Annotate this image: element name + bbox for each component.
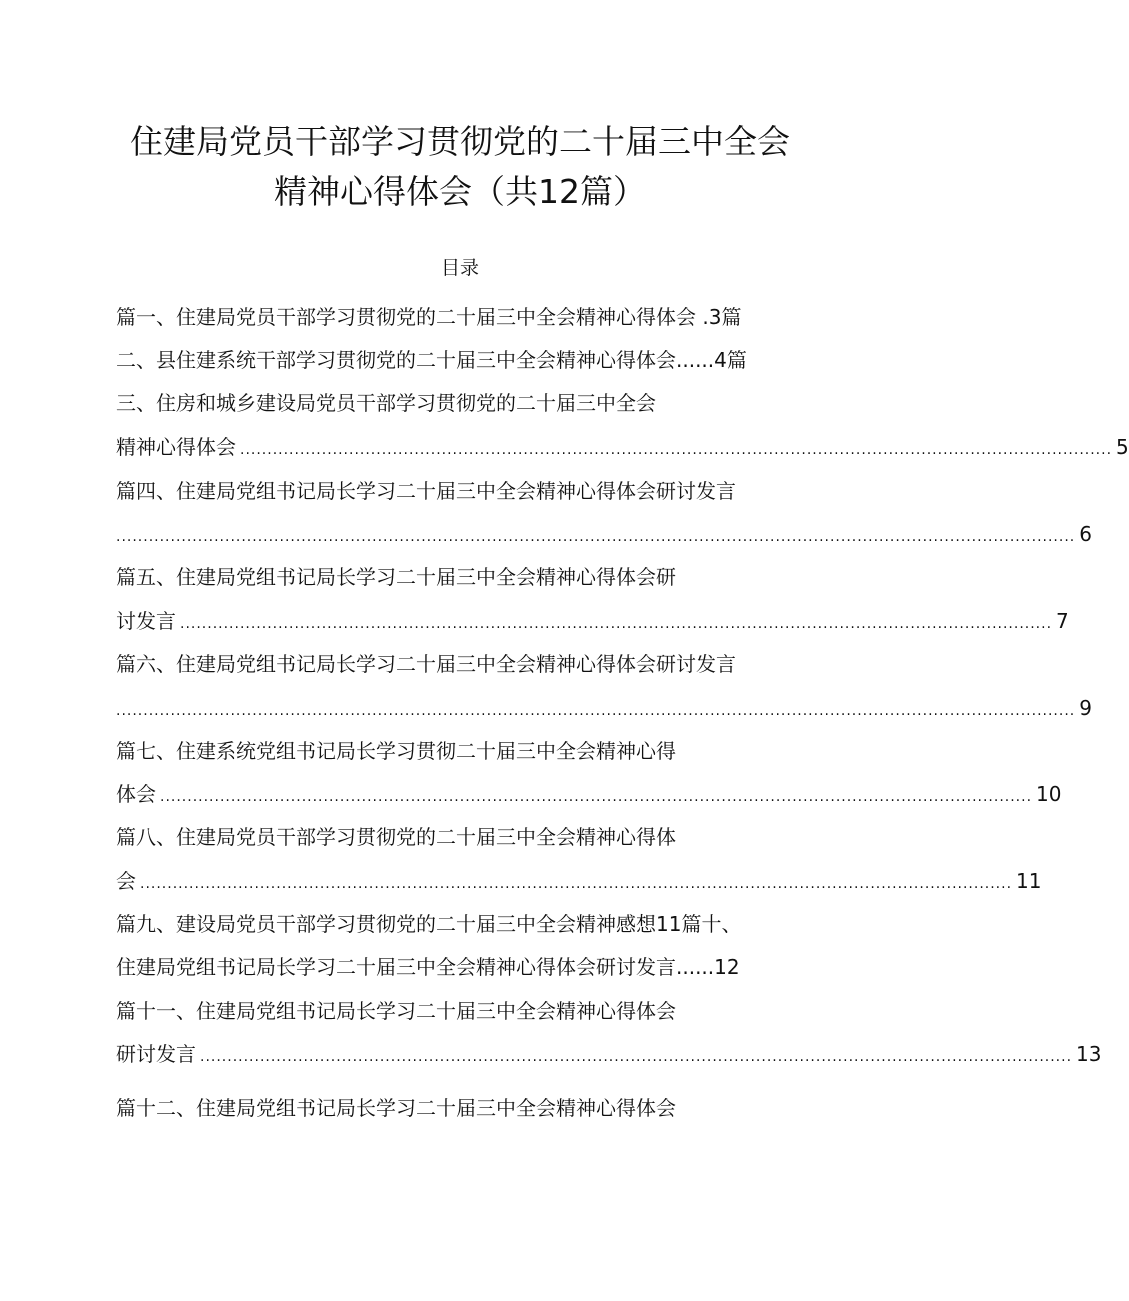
toc-entry-text: 精神心得体会 xyxy=(116,435,236,459)
toc-page-number: 6 xyxy=(1079,522,1092,546)
toc-line-3: 三、住房和城乡建设局党员干部学习贯彻党的二十届三中全会 xyxy=(116,391,656,415)
toc-leader-dots: ................................................................................................................................................................ xyxy=(180,616,1053,632)
toc-leader-dots: ................................................................................................................................................................ xyxy=(160,789,1033,805)
toc-leader-dots: ................................................................................................................................................................ xyxy=(240,442,1113,458)
toc-entry-7-tail xyxy=(116,779,1062,812)
toc-entry-text: 研讨发言 xyxy=(116,1042,196,1066)
toc-entry-9-line: 篇九、建设局党员干部学习贯彻党的二十届三中全会精神感想11篇十、 xyxy=(116,912,742,936)
toc-entry-4-leader xyxy=(116,519,1092,552)
toc-entry-3-tail xyxy=(116,432,1129,465)
toc-leader-dots: ................................................................................................................................................................................ xyxy=(116,529,1076,545)
toc-leader-dots: ................................................................................................................................................................ xyxy=(140,876,1013,892)
toc-entry-5-tail xyxy=(116,606,1069,639)
toc-line-2: 二、县住建系统干部学习贯彻党的二十届三中全会精神心得体会......4篇 xyxy=(116,348,747,372)
toc-entry-5-text: 篇五、住建局党组书记局长学习二十届三中全会精神心得体会研 xyxy=(116,565,676,589)
toc-line-1: 篇一、住建局党员干部学习贯彻党的二十届三中全会精神心得体会 .3篇 xyxy=(116,305,742,329)
toc-entry-8-tail xyxy=(116,866,1042,899)
toc-page-number: 9 xyxy=(1079,696,1092,720)
document-title-line-2: 精神心得体会（共12篇） xyxy=(274,172,646,211)
toc-leader-dots: ................................................................................................................................................................ xyxy=(200,1049,1073,1065)
toc-page-number: 10 xyxy=(1036,782,1062,806)
toc-entry-10-line: 住建局党组书记局长学习二十届三中全会精神心得体会研讨发言......12 xyxy=(116,955,740,979)
toc-entry-text: 体会 xyxy=(116,782,156,806)
toc-page-number: 7 xyxy=(1056,609,1069,633)
toc-page-number: 13 xyxy=(1076,1042,1102,1066)
toc-entry-4-text: 篇四、住建局党组书记局长学习二十届三中全会精神心得体会研讨发言 xyxy=(116,479,736,503)
toc-page-number: 11 xyxy=(1016,869,1042,893)
toc-entry-12-text: 篇十二、住建局党组书记局长学习二十届三中全会精神心得体会 xyxy=(116,1096,676,1120)
toc-entry-8-text: 篇八、住建局党员干部学习贯彻党的二十届三中全会精神心得体 xyxy=(116,825,676,849)
toc-entry-6-text: 篇六、住建局党组书记局长学习二十届三中全会精神心得体会研讨发言 xyxy=(116,652,736,676)
toc-entry-7-text: 篇七、住建系统党组书记局长学习贯彻二十届三中全会精神心得 xyxy=(116,739,676,763)
toc-leader-dots: ................................................................................................................................................................................ xyxy=(116,703,1076,719)
toc-heading: 目录 xyxy=(440,257,479,279)
toc-entry-6-leader xyxy=(116,693,1092,726)
document-title-line-1: 住建局党员干部学习贯彻党的二十届三中全会 xyxy=(130,122,790,161)
toc-entry-text: 会 xyxy=(116,869,136,893)
toc-entry-11-text: 篇十一、住建局党组书记局长学习二十届三中全会精神心得体会 xyxy=(116,999,676,1023)
toc-entry-11-tail xyxy=(116,1039,1102,1072)
toc-page-number: 5 xyxy=(1116,435,1129,459)
toc-entry-text: 讨发言 xyxy=(116,609,176,633)
